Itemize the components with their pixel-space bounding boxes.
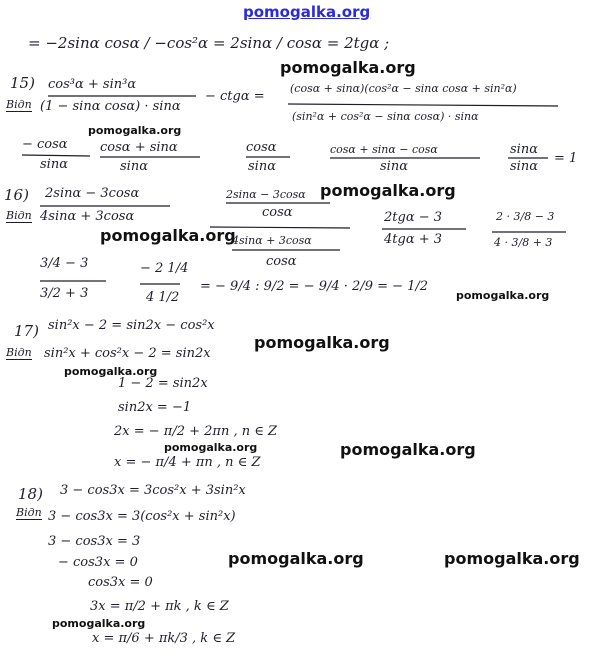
- p16-l2-c: = − 9/4 : 9/2 = − 9/4 · 2/9 = − 1/2: [200, 279, 429, 294]
- p17-eq2: sin²x + cos²x − 2 = sin2x: [44, 346, 211, 361]
- p18-eq4: − cos3x = 0: [58, 555, 138, 570]
- top-line: = −2sinα cosα / −cos²α = 2sinα / cosα = 2tgα ;: [28, 34, 390, 52]
- problem-17-number: 17): [14, 322, 39, 340]
- watermark: pomogalka.org: [280, 58, 416, 77]
- p16-tg-num: 2tgα − 3: [384, 210, 443, 225]
- p16-l2-b-den: 4 1/2: [146, 290, 180, 305]
- watermark: pomogalka.org: [100, 226, 236, 245]
- p15-l2-b-num: cosα + sinα: [100, 140, 178, 155]
- p16-big-bot: 4sinα + 3cosα: [232, 234, 312, 247]
- p16-big-bot-den: cosα: [266, 254, 297, 269]
- problem-15-label: Відп: [6, 98, 32, 111]
- p16-tg-den: 4tgα + 3: [384, 232, 443, 247]
- p15-l2-c-num: cosα: [246, 140, 277, 155]
- p16-sub-den: 4 · 3/8 + 3: [494, 236, 553, 249]
- p16-l2-a-num: 3/4 − 3: [40, 256, 89, 271]
- watermark: pomogalka.org: [88, 124, 182, 137]
- p16-l2-b-num: − 2 1/4: [140, 261, 189, 276]
- p15-l2-e-den: sinα: [510, 159, 538, 174]
- p18-eq2: 3 − cos3x = 3(cos²x + sin²x): [48, 509, 236, 524]
- problem-15-number: 15): [10, 74, 35, 92]
- frac-line: [288, 104, 558, 106]
- p15-left-denominator: (1 − sinα cosα) · sinα: [40, 99, 181, 114]
- p15-right-numerator: (cosα + sinα)(cos²α − sinα cosα + sin²α): [290, 82, 517, 95]
- p16-big-top: 2sinα − 3cosα: [226, 188, 306, 201]
- p15-l2-d-den: sinα: [380, 159, 408, 174]
- watermark: pomogalka.org: [340, 440, 476, 459]
- frac-line: [22, 155, 90, 156]
- p15-l2-a-num: − cosα: [22, 137, 68, 152]
- p17-eq4: sin2x = −1: [118, 400, 192, 415]
- problem-16-label: Відп: [6, 209, 32, 222]
- p15-l2-b-den: sinα: [120, 159, 148, 174]
- p18-eq1: 3 − cos3x = 3cos²x + 3sin²x: [60, 483, 246, 498]
- p17-eq1: sin²x − 2 = sin2x − cos²x: [48, 318, 215, 333]
- watermark: pomogalka.org: [52, 617, 146, 630]
- site-header-link[interactable]: pomogalka.org: [243, 3, 371, 21]
- problem-18-number: 18): [18, 485, 43, 503]
- p15-right-denominator: (sin²α + cos²α − sinα cosα) · sinα: [292, 110, 479, 123]
- p15-l2-a-den: sinα: [40, 157, 68, 172]
- p15-result: = 1: [554, 151, 578, 166]
- p15-left-numerator: cos³α + sin³α: [48, 77, 137, 92]
- watermark: pomogalka.org: [164, 441, 258, 454]
- problem-17-label: Відп: [6, 346, 32, 359]
- p17-eq6: x = − π/4 + πn , n ∈ Z: [114, 455, 261, 470]
- p16-l2-a-den: 3/2 + 3: [40, 286, 89, 301]
- watermark: pomogalka.org: [320, 181, 456, 200]
- p16-sub-num: 2 · 3/8 − 3: [496, 210, 555, 223]
- p15-l2-d-num: cosα + sinα − cosα: [330, 143, 438, 156]
- p18-eq6: 3x = π/2 + πk , k ∈ Z: [90, 599, 229, 614]
- problem-16-number: 16): [4, 186, 29, 204]
- p16-big-top-den: cosα: [262, 205, 293, 220]
- watermark: pomogalka.org: [254, 333, 390, 352]
- p18-eq3: 3 − cos3x = 3: [48, 534, 141, 549]
- p18-eq7: x = π/6 + πk/3 , k ∈ Z: [92, 631, 236, 646]
- p16-left-den: 4sinα + 3cosα: [40, 209, 135, 224]
- watermark: pomogalka.org: [456, 289, 550, 302]
- p17-eq3: 1 − 2 = sin2x: [118, 376, 208, 391]
- p16-left-num: 2sinα − 3cosα: [45, 186, 140, 201]
- p17-eq5: 2x = − π/2 + 2πn , n ∈ Z: [114, 424, 278, 439]
- watermark: pomogalka.org: [228, 549, 364, 568]
- p15-l2-e-num: sinα: [510, 142, 538, 157]
- watermark: pomogalka.org: [444, 549, 580, 568]
- p15-l2-c-den: sinα: [248, 159, 276, 174]
- problem-18-label: Відп: [16, 506, 42, 519]
- watermark: pomogalka.org: [64, 365, 158, 378]
- p15-ctg: − ctgα =: [205, 89, 265, 104]
- p18-eq5: cos3x = 0: [88, 575, 153, 590]
